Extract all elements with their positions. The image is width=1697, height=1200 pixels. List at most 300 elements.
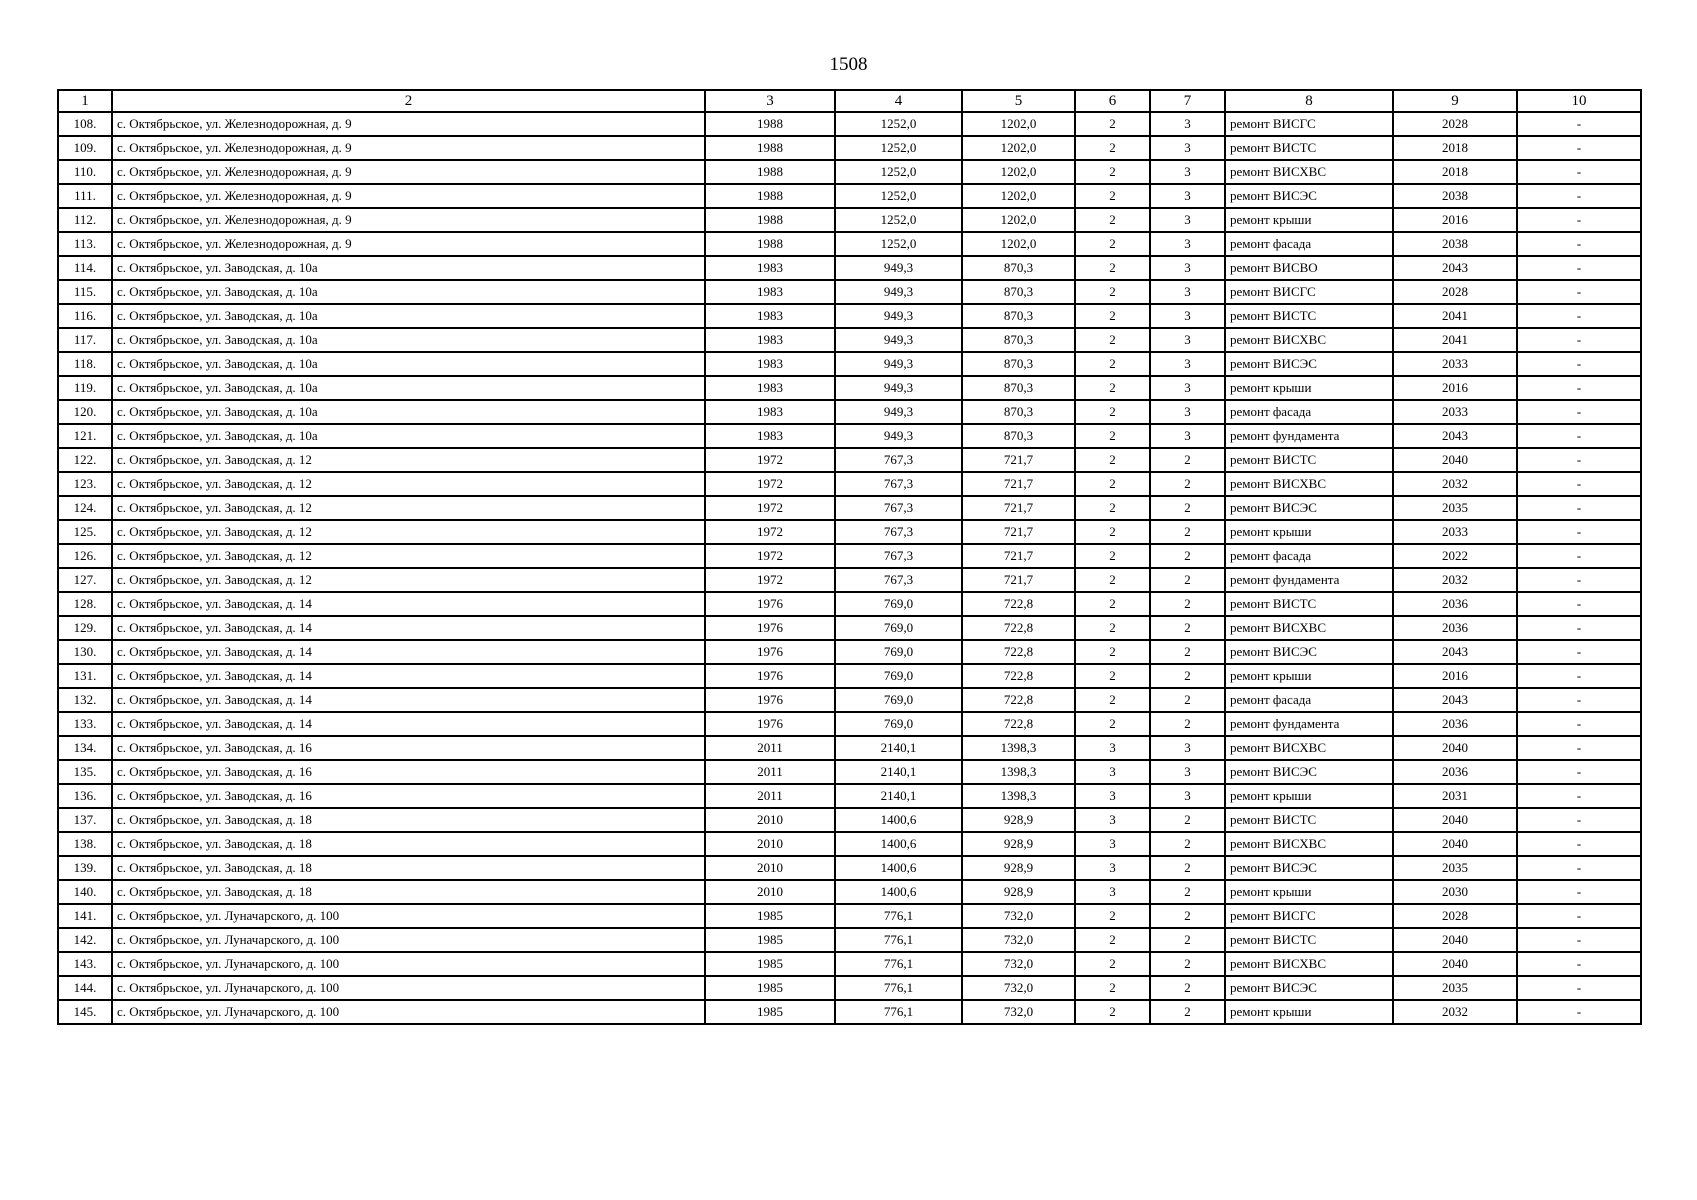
- note-cell: -: [1517, 520, 1641, 544]
- entrances-cell: 2: [1150, 904, 1225, 928]
- work-type-cell: ремонт ВИСЭС: [1225, 640, 1393, 664]
- table-row: [58, 568, 1641, 592]
- table-row: [58, 976, 1641, 1000]
- entrances-cell: 2: [1150, 856, 1225, 880]
- table-row: [58, 736, 1641, 760]
- year-cell: 1972: [705, 496, 835, 520]
- planned-year-cell: 2036: [1393, 592, 1517, 616]
- floors-cell: 2: [1075, 112, 1150, 136]
- planned-year-cell: 2028: [1393, 280, 1517, 304]
- note-cell: -: [1517, 736, 1641, 760]
- work-type-cell: ремонт ВИСТС: [1225, 136, 1393, 160]
- note-cell: -: [1517, 256, 1641, 280]
- planned-year-cell: 2028: [1393, 112, 1517, 136]
- floors-cell: 2: [1075, 472, 1150, 496]
- work-type-cell: ремонт фундамента: [1225, 568, 1393, 592]
- year-cell: 2011: [705, 760, 835, 784]
- note-cell: -: [1517, 592, 1641, 616]
- address-cell: с. Октябрьское, ул. Заводская, д. 16: [112, 760, 705, 784]
- address-cell: с. Октябрьское, ул. Заводская, д. 10а: [112, 352, 705, 376]
- planned-year-cell: 2038: [1393, 184, 1517, 208]
- total-area-cell: 767,3: [835, 544, 962, 568]
- column-header: 8: [1225, 90, 1393, 112]
- work-type-cell: ремонт фундамента: [1225, 712, 1393, 736]
- note-cell: -: [1517, 472, 1641, 496]
- planned-year-cell: 2040: [1393, 952, 1517, 976]
- row-number-cell: 139.: [58, 856, 112, 880]
- table-row: [58, 880, 1641, 904]
- entrances-cell: 2: [1150, 1000, 1225, 1024]
- note-cell: -: [1517, 568, 1641, 592]
- floors-cell: 2: [1075, 952, 1150, 976]
- total-area-cell: 949,3: [835, 280, 962, 304]
- living-area-cell: 870,3: [962, 352, 1075, 376]
- work-type-cell: ремонт ВИСТС: [1225, 592, 1393, 616]
- row-number-cell: 127.: [58, 568, 112, 592]
- total-area-cell: 1400,6: [835, 880, 962, 904]
- entrances-cell: 3: [1150, 232, 1225, 256]
- address-cell: с. Октябрьское, ул. Железнодорожная, д. 9: [112, 160, 705, 184]
- planned-year-cell: 2043: [1393, 640, 1517, 664]
- planned-year-cell: 2016: [1393, 208, 1517, 232]
- note-cell: -: [1517, 160, 1641, 184]
- table-row: [58, 640, 1641, 664]
- living-area-cell: 722,8: [962, 616, 1075, 640]
- address-cell: с. Октябрьское, ул. Заводская, д. 12: [112, 520, 705, 544]
- living-area-cell: 928,9: [962, 832, 1075, 856]
- living-area-cell: 928,9: [962, 880, 1075, 904]
- table-row: [58, 376, 1641, 400]
- living-area-cell: 1202,0: [962, 112, 1075, 136]
- total-area-cell: 776,1: [835, 928, 962, 952]
- work-type-cell: ремонт крыши: [1225, 880, 1393, 904]
- planned-year-cell: 2040: [1393, 448, 1517, 472]
- floors-cell: 3: [1075, 856, 1150, 880]
- planned-year-cell: 2030: [1393, 880, 1517, 904]
- row-number-cell: 119.: [58, 376, 112, 400]
- total-area-cell: 776,1: [835, 952, 962, 976]
- year-cell: 1988: [705, 112, 835, 136]
- table-row: [58, 112, 1641, 136]
- work-type-cell: ремонт ВИСТС: [1225, 304, 1393, 328]
- address-cell: с. Октябрьское, ул. Заводская, д. 16: [112, 784, 705, 808]
- note-cell: -: [1517, 544, 1641, 568]
- living-area-cell: 870,3: [962, 376, 1075, 400]
- year-cell: 1976: [705, 592, 835, 616]
- floors-cell: 2: [1075, 352, 1150, 376]
- address-cell: с. Октябрьское, ул. Железнодорожная, д. 9: [112, 232, 705, 256]
- column-header: 9: [1393, 90, 1517, 112]
- floors-cell: 2: [1075, 136, 1150, 160]
- note-cell: -: [1517, 328, 1641, 352]
- work-type-cell: ремонт фасада: [1225, 688, 1393, 712]
- note-cell: -: [1517, 880, 1641, 904]
- row-number-cell: 136.: [58, 784, 112, 808]
- floors-cell: 2: [1075, 256, 1150, 280]
- row-number-cell: 135.: [58, 760, 112, 784]
- floors-cell: 3: [1075, 808, 1150, 832]
- entrances-cell: 2: [1150, 496, 1225, 520]
- repair-schedule-table: [57, 89, 1642, 1025]
- year-cell: 1976: [705, 640, 835, 664]
- planned-year-cell: 2031: [1393, 784, 1517, 808]
- entrances-cell: 3: [1150, 784, 1225, 808]
- floors-cell: 3: [1075, 784, 1150, 808]
- note-cell: -: [1517, 808, 1641, 832]
- year-cell: 1972: [705, 472, 835, 496]
- floors-cell: 3: [1075, 832, 1150, 856]
- total-area-cell: 949,3: [835, 328, 962, 352]
- table-row: [58, 832, 1641, 856]
- living-area-cell: 721,7: [962, 520, 1075, 544]
- row-number-cell: 116.: [58, 304, 112, 328]
- note-cell: -: [1517, 448, 1641, 472]
- row-number-cell: 113.: [58, 232, 112, 256]
- address-cell: с. Октябрьское, ул. Заводская, д. 18: [112, 832, 705, 856]
- table-row: [58, 1000, 1641, 1024]
- address-cell: с. Октябрьское, ул. Заводская, д. 14: [112, 712, 705, 736]
- table-row: [58, 280, 1641, 304]
- table-row: [58, 472, 1641, 496]
- work-type-cell: ремонт ВИСХВС: [1225, 616, 1393, 640]
- address-cell: с. Октябрьское, ул. Заводская, д. 18: [112, 808, 705, 832]
- column-header: 1: [58, 90, 112, 112]
- year-cell: 1972: [705, 568, 835, 592]
- entrances-cell: 3: [1150, 160, 1225, 184]
- note-cell: -: [1517, 856, 1641, 880]
- year-cell: 1985: [705, 904, 835, 928]
- planned-year-cell: 2043: [1393, 256, 1517, 280]
- row-number-cell: 128.: [58, 592, 112, 616]
- address-cell: с. Октябрьское, ул. Заводская, д. 10а: [112, 280, 705, 304]
- table-row: [58, 904, 1641, 928]
- floors-cell: 2: [1075, 544, 1150, 568]
- total-area-cell: 2140,1: [835, 784, 962, 808]
- total-area-cell: 1252,0: [835, 112, 962, 136]
- note-cell: -: [1517, 832, 1641, 856]
- planned-year-cell: 2043: [1393, 424, 1517, 448]
- address-cell: с. Октябрьское, ул. Луначарского, д. 100: [112, 904, 705, 928]
- planned-year-cell: 2040: [1393, 808, 1517, 832]
- work-type-cell: ремонт ВИСТС: [1225, 808, 1393, 832]
- row-number-cell: 140.: [58, 880, 112, 904]
- entrances-cell: 2: [1150, 808, 1225, 832]
- table-row: [58, 256, 1641, 280]
- address-cell: с. Октябрьское, ул. Луначарского, д. 100: [112, 976, 705, 1000]
- table-row: [58, 712, 1641, 736]
- planned-year-cell: 2035: [1393, 976, 1517, 1000]
- floors-cell: 2: [1075, 928, 1150, 952]
- year-cell: 1988: [705, 232, 835, 256]
- note-cell: -: [1517, 496, 1641, 520]
- entrances-cell: 2: [1150, 616, 1225, 640]
- living-area-cell: 870,3: [962, 280, 1075, 304]
- note-cell: -: [1517, 424, 1641, 448]
- row-number-cell: 133.: [58, 712, 112, 736]
- address-cell: с. Октябрьское, ул. Луначарского, д. 100: [112, 928, 705, 952]
- floors-cell: 2: [1075, 424, 1150, 448]
- row-number-cell: 131.: [58, 664, 112, 688]
- total-area-cell: 769,0: [835, 592, 962, 616]
- address-cell: с. Октябрьское, ул. Заводская, д. 10а: [112, 400, 705, 424]
- note-cell: -: [1517, 352, 1641, 376]
- total-area-cell: 1400,6: [835, 832, 962, 856]
- living-area-cell: 722,8: [962, 688, 1075, 712]
- year-cell: 1988: [705, 136, 835, 160]
- total-area-cell: 767,3: [835, 448, 962, 472]
- column-header: 5: [962, 90, 1075, 112]
- work-type-cell: ремонт ВИСЭС: [1225, 760, 1393, 784]
- row-number-cell: 137.: [58, 808, 112, 832]
- row-number-cell: 125.: [58, 520, 112, 544]
- total-area-cell: 2140,1: [835, 736, 962, 760]
- address-cell: с. Октябрьское, ул. Заводская, д. 14: [112, 592, 705, 616]
- row-number-cell: 129.: [58, 616, 112, 640]
- address-cell: с. Октябрьское, ул. Заводская, д. 12: [112, 472, 705, 496]
- table-row: [58, 520, 1641, 544]
- living-area-cell: 870,3: [962, 424, 1075, 448]
- work-type-cell: ремонт ВИСХВС: [1225, 160, 1393, 184]
- column-header: 4: [835, 90, 962, 112]
- table-row: [58, 328, 1641, 352]
- note-cell: -: [1517, 280, 1641, 304]
- year-cell: 1983: [705, 376, 835, 400]
- total-area-cell: 767,3: [835, 496, 962, 520]
- total-area-cell: 1400,6: [835, 808, 962, 832]
- living-area-cell: 1202,0: [962, 136, 1075, 160]
- entrances-cell: 2: [1150, 952, 1225, 976]
- year-cell: 1985: [705, 928, 835, 952]
- note-cell: -: [1517, 184, 1641, 208]
- total-area-cell: 776,1: [835, 904, 962, 928]
- address-cell: с. Октябрьское, ул. Заводская, д. 14: [112, 616, 705, 640]
- work-type-cell: ремонт крыши: [1225, 1000, 1393, 1024]
- address-cell: с. Октябрьское, ул. Луначарского, д. 100: [112, 1000, 705, 1024]
- work-type-cell: ремонт фундамента: [1225, 424, 1393, 448]
- floors-cell: 2: [1075, 904, 1150, 928]
- entrances-cell: 3: [1150, 376, 1225, 400]
- year-cell: 1983: [705, 304, 835, 328]
- work-type-cell: ремонт ВИСГС: [1225, 112, 1393, 136]
- year-cell: 1985: [705, 976, 835, 1000]
- work-type-cell: ремонт ВИСЭС: [1225, 352, 1393, 376]
- year-cell: 1972: [705, 448, 835, 472]
- address-cell: с. Октябрьское, ул. Заводская, д. 10а: [112, 256, 705, 280]
- entrances-cell: 3: [1150, 424, 1225, 448]
- note-cell: -: [1517, 760, 1641, 784]
- floors-cell: 2: [1075, 640, 1150, 664]
- address-cell: с. Октябрьское, ул. Железнодорожная, д. 9: [112, 112, 705, 136]
- entrances-cell: 2: [1150, 712, 1225, 736]
- entrances-cell: 2: [1150, 664, 1225, 688]
- living-area-cell: 870,3: [962, 328, 1075, 352]
- entrances-cell: 2: [1150, 592, 1225, 616]
- work-type-cell: ремонт ВИСХВС: [1225, 832, 1393, 856]
- year-cell: 2010: [705, 856, 835, 880]
- work-type-cell: ремонт крыши: [1225, 208, 1393, 232]
- living-area-cell: 870,3: [962, 400, 1075, 424]
- row-number-cell: 115.: [58, 280, 112, 304]
- floors-cell: 2: [1075, 1000, 1150, 1024]
- page-number: 1508: [829, 54, 868, 75]
- table-row: [58, 448, 1641, 472]
- planned-year-cell: 2040: [1393, 736, 1517, 760]
- row-number-cell: 120.: [58, 400, 112, 424]
- work-type-cell: ремонт крыши: [1225, 784, 1393, 808]
- living-area-cell: 732,0: [962, 952, 1075, 976]
- floors-cell: 2: [1075, 616, 1150, 640]
- living-area-cell: 1202,0: [962, 208, 1075, 232]
- total-area-cell: 949,3: [835, 424, 962, 448]
- total-area-cell: 776,1: [835, 1000, 962, 1024]
- planned-year-cell: 2036: [1393, 712, 1517, 736]
- planned-year-cell: 2043: [1393, 688, 1517, 712]
- column-header: 2: [112, 90, 705, 112]
- entrances-cell: 2: [1150, 880, 1225, 904]
- planned-year-cell: 2018: [1393, 160, 1517, 184]
- floors-cell: 2: [1075, 592, 1150, 616]
- year-cell: 1983: [705, 400, 835, 424]
- row-number-cell: 143.: [58, 952, 112, 976]
- planned-year-cell: 2035: [1393, 856, 1517, 880]
- table-row: [58, 232, 1641, 256]
- work-type-cell: ремонт фасада: [1225, 400, 1393, 424]
- living-area-cell: 721,7: [962, 568, 1075, 592]
- table-row: [58, 160, 1641, 184]
- work-type-cell: ремонт ВИСЭС: [1225, 496, 1393, 520]
- year-cell: 2011: [705, 784, 835, 808]
- living-area-cell: 721,7: [962, 496, 1075, 520]
- floors-cell: 2: [1075, 520, 1150, 544]
- living-area-cell: 1398,3: [962, 784, 1075, 808]
- note-cell: -: [1517, 688, 1641, 712]
- address-cell: с. Октябрьское, ул. Заводская, д. 10а: [112, 424, 705, 448]
- row-number-cell: 110.: [58, 160, 112, 184]
- work-type-cell: ремонт ВИСХВС: [1225, 952, 1393, 976]
- living-area-cell: 732,0: [962, 928, 1075, 952]
- table-row: [58, 952, 1641, 976]
- row-number-cell: 121.: [58, 424, 112, 448]
- work-type-cell: ремонт ВИСГС: [1225, 904, 1393, 928]
- row-number-cell: 142.: [58, 928, 112, 952]
- row-number-cell: 111.: [58, 184, 112, 208]
- row-number-cell: 124.: [58, 496, 112, 520]
- row-number-cell: 144.: [58, 976, 112, 1000]
- note-cell: -: [1517, 1000, 1641, 1024]
- total-area-cell: 949,3: [835, 304, 962, 328]
- year-cell: 2010: [705, 832, 835, 856]
- living-area-cell: 721,7: [962, 544, 1075, 568]
- year-cell: 2010: [705, 808, 835, 832]
- living-area-cell: 732,0: [962, 904, 1075, 928]
- work-type-cell: ремонт ВИСГС: [1225, 280, 1393, 304]
- address-cell: с. Октябрьское, ул. Заводская, д. 12: [112, 496, 705, 520]
- living-area-cell: 928,9: [962, 856, 1075, 880]
- year-cell: 2010: [705, 880, 835, 904]
- year-cell: 1983: [705, 352, 835, 376]
- work-type-cell: ремонт ВИСХВС: [1225, 328, 1393, 352]
- table-row: [58, 424, 1641, 448]
- total-area-cell: 1252,0: [835, 136, 962, 160]
- note-cell: -: [1517, 784, 1641, 808]
- total-area-cell: 949,3: [835, 352, 962, 376]
- living-area-cell: 722,8: [962, 592, 1075, 616]
- entrances-cell: 2: [1150, 472, 1225, 496]
- living-area-cell: 721,7: [962, 448, 1075, 472]
- living-area-cell: 870,3: [962, 304, 1075, 328]
- total-area-cell: 767,3: [835, 520, 962, 544]
- floors-cell: 3: [1075, 736, 1150, 760]
- floors-cell: 2: [1075, 448, 1150, 472]
- table-row: [58, 928, 1641, 952]
- address-cell: с. Октябрьское, ул. Заводская, д. 12: [112, 544, 705, 568]
- note-cell: -: [1517, 208, 1641, 232]
- entrances-cell: 3: [1150, 304, 1225, 328]
- planned-year-cell: 2035: [1393, 496, 1517, 520]
- note-cell: -: [1517, 616, 1641, 640]
- note-cell: -: [1517, 112, 1641, 136]
- total-area-cell: 776,1: [835, 976, 962, 1000]
- work-type-cell: ремонт крыши: [1225, 520, 1393, 544]
- floors-cell: 2: [1075, 376, 1150, 400]
- column-header: 6: [1075, 90, 1150, 112]
- table-row: [58, 136, 1641, 160]
- row-number-cell: 141.: [58, 904, 112, 928]
- total-area-cell: 767,3: [835, 472, 962, 496]
- row-number-cell: 122.: [58, 448, 112, 472]
- planned-year-cell: 2028: [1393, 904, 1517, 928]
- planned-year-cell: 2036: [1393, 760, 1517, 784]
- table-row: [58, 664, 1641, 688]
- total-area-cell: 1252,0: [835, 232, 962, 256]
- year-cell: 1985: [705, 952, 835, 976]
- table-row: [58, 592, 1641, 616]
- work-type-cell: ремонт фасада: [1225, 544, 1393, 568]
- table-body: [58, 112, 1641, 1024]
- entrances-cell: 2: [1150, 544, 1225, 568]
- entrances-cell: 2: [1150, 448, 1225, 472]
- note-cell: -: [1517, 640, 1641, 664]
- entrances-cell: 3: [1150, 184, 1225, 208]
- living-area-cell: 1202,0: [962, 160, 1075, 184]
- row-number-cell: 123.: [58, 472, 112, 496]
- address-cell: с. Октябрьское, ул. Заводская, д. 16: [112, 736, 705, 760]
- planned-year-cell: 2040: [1393, 832, 1517, 856]
- total-area-cell: 949,3: [835, 400, 962, 424]
- note-cell: -: [1517, 136, 1641, 160]
- entrances-cell: 2: [1150, 976, 1225, 1000]
- row-number-cell: 145.: [58, 1000, 112, 1024]
- entrances-cell: 3: [1150, 760, 1225, 784]
- entrances-cell: 3: [1150, 736, 1225, 760]
- year-cell: 1985: [705, 1000, 835, 1024]
- row-number-cell: 132.: [58, 688, 112, 712]
- floors-cell: 2: [1075, 328, 1150, 352]
- year-cell: 1972: [705, 520, 835, 544]
- row-number-cell: 117.: [58, 328, 112, 352]
- floors-cell: 2: [1075, 976, 1150, 1000]
- living-area-cell: 721,7: [962, 472, 1075, 496]
- entrances-cell: 3: [1150, 136, 1225, 160]
- entrances-cell: 3: [1150, 352, 1225, 376]
- table-row: [58, 616, 1641, 640]
- address-cell: с. Октябрьское, ул. Заводская, д. 18: [112, 856, 705, 880]
- planned-year-cell: 2036: [1393, 616, 1517, 640]
- note-cell: -: [1517, 928, 1641, 952]
- year-cell: 1976: [705, 616, 835, 640]
- row-number-cell: 108.: [58, 112, 112, 136]
- note-cell: -: [1517, 904, 1641, 928]
